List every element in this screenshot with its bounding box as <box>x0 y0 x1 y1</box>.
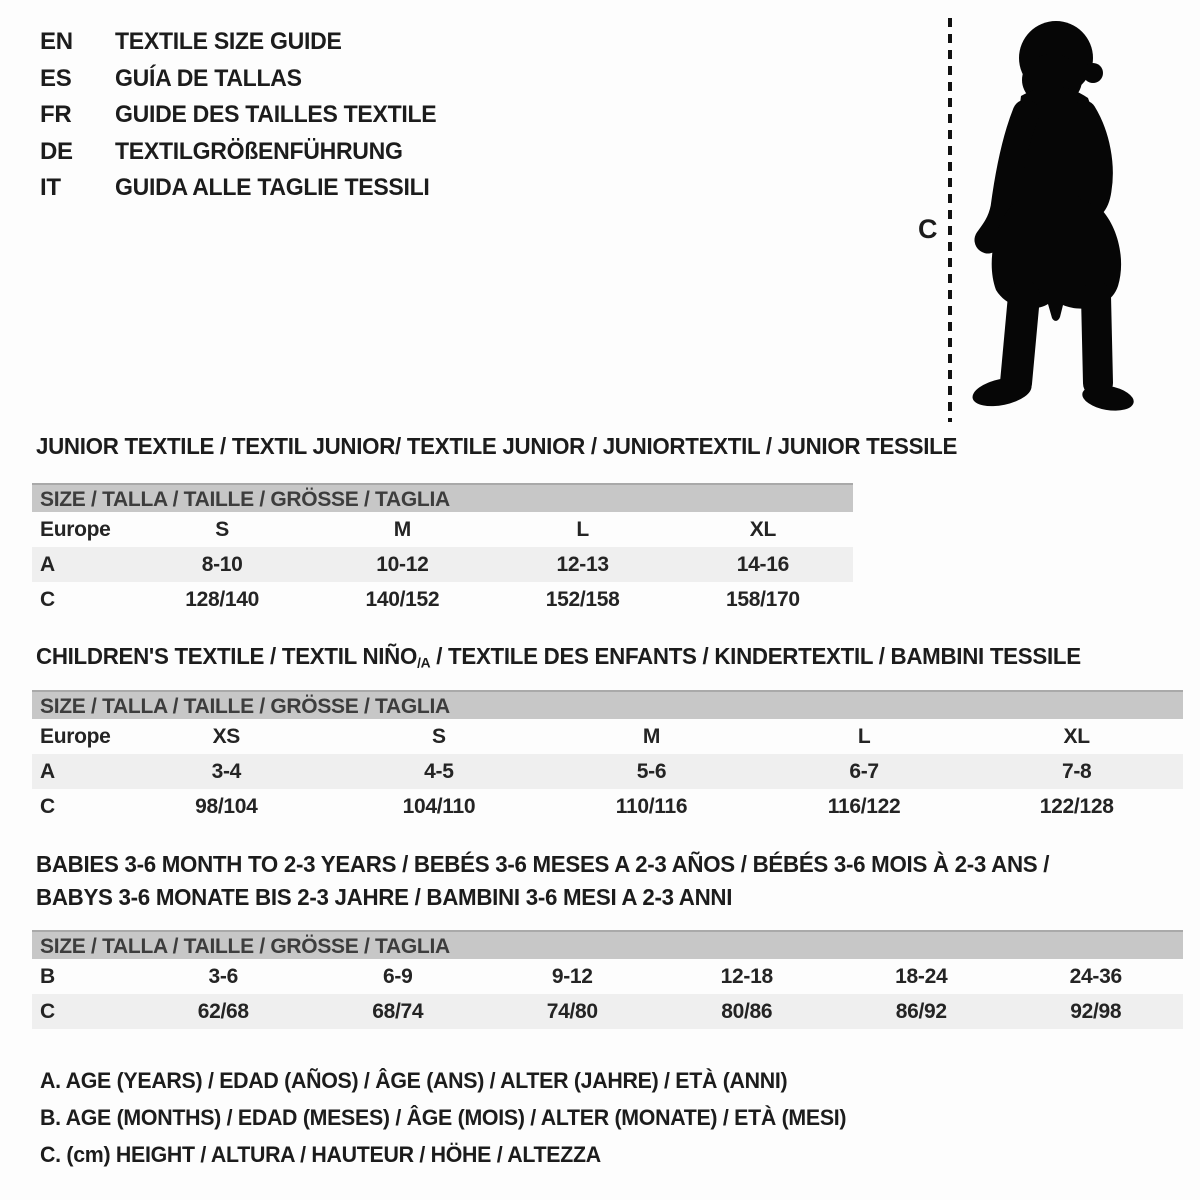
table-cell: M <box>642 725 661 748</box>
row-label: Europe <box>40 725 111 748</box>
children-heading-prefix: CHILDREN'S TEXTILE / TEXTIL NIÑO <box>36 643 418 669</box>
language-row-fr <box>40 97 450 134</box>
table-cell: 3-4 <box>211 760 242 783</box>
language-title: GUÍA DE TALLAS <box>115 64 302 92</box>
children-heading-sub: /A <box>417 655 431 672</box>
row-label: C <box>40 1000 55 1023</box>
table-cell: L <box>576 518 589 541</box>
table-cell: 6-7 <box>849 760 879 783</box>
table-cell: S <box>215 518 229 541</box>
language-row-es <box>40 61 450 98</box>
language-title: GUIDA ALLE TAGLIE TESSILI <box>115 174 430 202</box>
table-cell: 152/158 <box>545 588 620 611</box>
table-cell: 24-36 <box>1069 965 1122 988</box>
table-row <box>32 719 1183 754</box>
table-cell: 68/74 <box>372 1000 424 1023</box>
size-bar: SIZE / TALLA / TAILLE / GRÖSSE / TAGLIA <box>32 930 1183 959</box>
table-cell: 8-10 <box>201 553 243 576</box>
babies-size-table <box>32 930 1183 1029</box>
table-cell: 62/68 <box>197 1000 249 1023</box>
dashed-measure-line-icon <box>947 18 953 422</box>
table-cell: XL <box>749 518 776 541</box>
table-cell: 4-5 <box>424 760 454 783</box>
table-cell: 3-6 <box>208 965 238 988</box>
children-size-table <box>32 690 1183 824</box>
babies-section-heading-line1: BABIES 3-6 MONTH TO 2-3 YEARS / BEBÉS 3-6 MESES A 2-3 AÑOS / BÉBÉS 3-6 MOIS À 2-3 ANS / <box>36 851 1050 877</box>
table-cell: 10-12 <box>376 553 429 576</box>
height-measure-figure <box>916 16 1156 428</box>
table-row <box>32 959 1183 994</box>
table-cell: 7-8 <box>1061 760 1092 783</box>
table-cell: S <box>432 725 446 748</box>
language-header <box>40 24 450 207</box>
table-cell: 86/92 <box>895 1000 947 1023</box>
table-cell: XS <box>212 725 240 748</box>
row-label: C <box>40 588 55 611</box>
table-cell: XL <box>1063 725 1090 748</box>
footnotes <box>40 1062 871 1173</box>
footnote-b: B. AGE (MONTHS) / EDAD (MESES) / ÂGE (MOIS) / ALTER (MONATE) / ETÀ (MESI) <box>40 1105 847 1130</box>
table-cell: M <box>393 518 411 541</box>
table-row <box>32 512 853 547</box>
table-row <box>32 547 853 582</box>
row-label: C <box>40 795 55 818</box>
junior-section-heading: JUNIOR TEXTILE / TEXTIL JUNIOR/ TEXTILE JUNIOR / JUNIORTEXTIL / JUNIOR TESSILE <box>36 433 958 459</box>
table-cell: 122/128 <box>1039 795 1114 818</box>
language-title: TEXTILE SIZE GUIDE <box>115 28 342 56</box>
table-cell: 12-13 <box>556 553 609 576</box>
table-cell: 12-18 <box>720 965 773 988</box>
language-code: IT <box>40 174 61 202</box>
table-row <box>32 789 1183 824</box>
language-code: ES <box>40 64 72 92</box>
row-label: A <box>40 553 55 576</box>
language-row-en <box>40 24 450 61</box>
table-cell: 110/116 <box>615 795 688 818</box>
table-cell: 74/80 <box>546 1000 598 1023</box>
table-cell: 98/104 <box>195 795 258 818</box>
row-label: Europe <box>40 518 111 541</box>
table-row <box>32 754 1183 789</box>
language-title: TEXTILGRÖßENFÜHRUNG <box>115 137 403 165</box>
language-row-de <box>40 134 450 171</box>
table-cell: 6-9 <box>383 965 413 988</box>
table-cell: 128/140 <box>185 588 260 611</box>
junior-size-table <box>32 483 853 617</box>
language-row-it <box>40 170 450 207</box>
table-cell: 92/98 <box>1070 1000 1122 1023</box>
babies-section-heading-line2: BABYS 3-6 MONATE BIS 2-3 JAHRE / BAMBINI 3-6 MESI A 2-3 ANNI <box>36 884 733 910</box>
table-cell: 18-24 <box>895 965 948 988</box>
language-code: EN <box>40 28 73 56</box>
row-label: B <box>40 965 55 988</box>
language-title: GUIDE DES TAILLES TEXTILE <box>115 101 437 129</box>
size-bar: SIZE / TALLA / TAILLE / GRÖSSE / TAGLIA <box>32 483 853 512</box>
row-label: A <box>40 760 55 783</box>
table-row <box>32 582 853 617</box>
height-measure-label: C <box>918 214 938 244</box>
table-row <box>32 994 1183 1029</box>
children-heading-suffix: / TEXTILE DES ENFANTS / KINDERTEXTIL / BAMBINI TESSILE <box>430 643 1081 669</box>
table-cell: 5-6 <box>636 760 667 783</box>
size-bar: SIZE / TALLA / TAILLE / GRÖSSE / TAGLIA <box>32 690 1183 719</box>
footnote-a: A. AGE (YEARS) / EDAD (AÑOS) / ÂGE (ANS) / ALTER (JAHRE) / ETÀ (ANNI) <box>40 1068 788 1093</box>
language-code: DE <box>40 137 73 165</box>
children-section-heading <box>36 643 1081 672</box>
table-cell: 158/170 <box>725 588 800 611</box>
table-cell: 116/122 <box>827 795 901 818</box>
language-code: FR <box>40 101 72 129</box>
footnote-c: C. (cm) HEIGHT / ALTURA / HAUTEUR / HÖHE / ALTEZZA <box>40 1142 601 1167</box>
table-cell: 9-12 <box>551 965 593 988</box>
table-cell: 14-16 <box>736 553 789 576</box>
table-cell: 104/110 <box>402 795 476 818</box>
table-cell: 140/152 <box>365 588 440 611</box>
table-cell: 80/86 <box>721 1000 773 1023</box>
toddler-silhouette-icon <box>966 18 1136 418</box>
table-cell: L <box>857 725 871 748</box>
